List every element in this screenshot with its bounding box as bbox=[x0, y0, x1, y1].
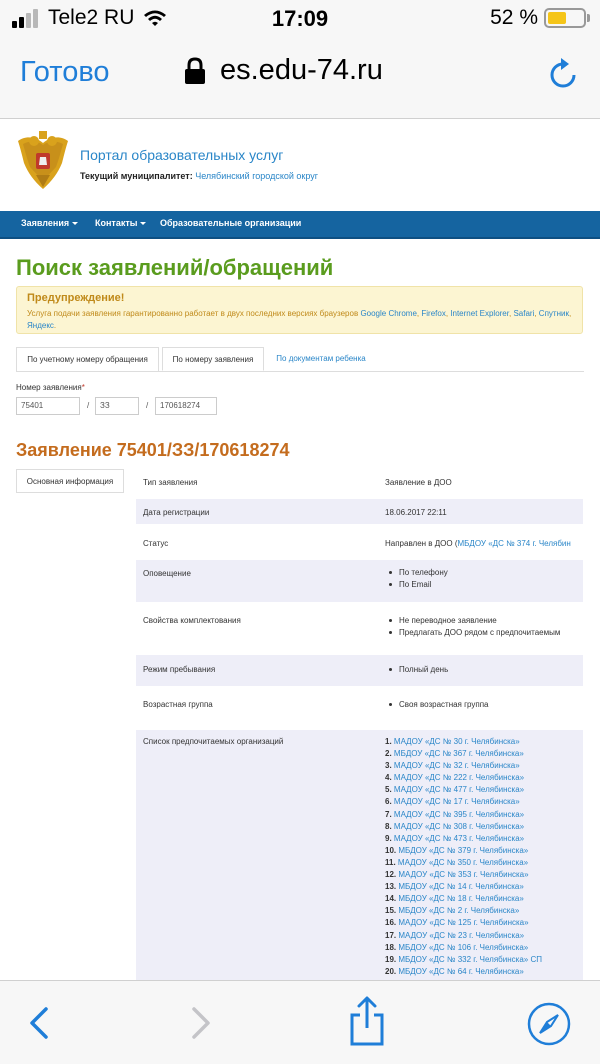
item-number: 10. bbox=[385, 845, 399, 855]
preferred-organization-item[interactable] bbox=[385, 966, 542, 978]
nav-item-label: Образовательные организации bbox=[160, 218, 302, 228]
organization-link[interactable]: МАДОУ «ДС № 395 г. Челябинска» bbox=[393, 809, 525, 819]
reload-icon[interactable] bbox=[548, 56, 580, 90]
preferred-organization-item[interactable] bbox=[385, 809, 542, 821]
browser-link-yandex[interactable]: Яндекс bbox=[27, 321, 54, 330]
tab-by-child-documents[interactable]: По документам ребенка bbox=[276, 354, 366, 363]
list-item: По телефону bbox=[385, 567, 448, 579]
preferred-organization-item[interactable] bbox=[385, 954, 542, 966]
item-number: 2. bbox=[385, 749, 394, 759]
browser-link-sputnik[interactable]: Спутник bbox=[538, 309, 569, 318]
browser-link-chrome[interactable]: Google Chrome bbox=[360, 309, 417, 318]
status-bar bbox=[0, 0, 600, 36]
preferred-organization-item[interactable] bbox=[385, 869, 542, 881]
browser-address-bar bbox=[0, 36, 600, 119]
page-title: Поиск заявлений/обращений bbox=[16, 255, 334, 280]
preferred-organization-item[interactable] bbox=[385, 760, 542, 772]
browser-warning-alert bbox=[16, 286, 583, 334]
battery-tip bbox=[587, 14, 590, 22]
battery-icon bbox=[544, 8, 586, 28]
row-stay-mode bbox=[136, 655, 583, 686]
organization-link[interactable]: МБДОУ «ДС № 14 г. Челябинска» bbox=[398, 882, 524, 892]
application-number-label bbox=[16, 383, 85, 392]
preferred-organization-item[interactable] bbox=[385, 784, 542, 796]
organization-link[interactable]: МАДОУ «ДС № 30 г. Челябинска» bbox=[393, 737, 520, 746]
row-status bbox=[136, 529, 583, 557]
row-label: Режим пребывания bbox=[143, 665, 216, 674]
clock: 17:09 bbox=[271, 6, 329, 31]
preferred-organization-item[interactable] bbox=[385, 748, 542, 760]
coat-of-arms-logo bbox=[14, 129, 72, 193]
row-value bbox=[385, 539, 571, 548]
list-item: По Email bbox=[385, 579, 448, 591]
application-number-part2-input[interactable] bbox=[95, 397, 139, 415]
organization-link[interactable]: МБДОУ «ДС № 18 г. Челябинска» bbox=[398, 894, 524, 904]
row-value bbox=[385, 664, 448, 676]
list-item: Полный день bbox=[385, 664, 448, 676]
search-tabs bbox=[16, 347, 584, 372]
municipality-line bbox=[80, 171, 318, 181]
alert-message: Услуга подачи заявления гарантированно работает в двух последних версиях браузеров bbox=[27, 309, 359, 318]
row-label: Статус bbox=[143, 539, 169, 548]
battery-percent: 52 % bbox=[490, 6, 538, 29]
caret-down-icon bbox=[140, 222, 146, 225]
browser-link-ie[interactable]: Internet Explorer bbox=[450, 309, 509, 318]
organization-link[interactable]: МАДОУ «ДС № 350 г. Челябинска» bbox=[397, 857, 529, 867]
separator: / bbox=[146, 401, 149, 410]
forward-arrow-icon[interactable] bbox=[186, 1005, 214, 1041]
preferred-organization-item[interactable] bbox=[385, 905, 542, 917]
organization-link[interactable]: МАДОУ «ДС № 473 г. Челябинска» bbox=[393, 833, 525, 843]
application-title: Заявление 75401/ЗЗ/170618274 bbox=[16, 440, 290, 460]
notification-list bbox=[385, 567, 448, 591]
browser-toolbar bbox=[0, 980, 600, 1064]
url-text: es.edu-74.ru bbox=[220, 54, 383, 86]
tab-by-application-number[interactable]: По номеру заявления bbox=[162, 347, 264, 371]
list-item: Предлагать ДОО рядом с предпочитаемым bbox=[385, 627, 560, 639]
status-left bbox=[12, 6, 168, 30]
nav-item-contacts[interactable] bbox=[95, 218, 146, 228]
organization-link[interactable]: МБДОУ «ДС № 2 г. Челябинска» bbox=[398, 906, 520, 916]
separator: / bbox=[87, 401, 90, 410]
item-number: 20. bbox=[385, 966, 399, 976]
preferred-organizations-list bbox=[385, 736, 542, 978]
row-value: Заявление в ДОО bbox=[385, 478, 452, 487]
share-icon[interactable] bbox=[348, 995, 386, 1047]
preferred-organization-item[interactable] bbox=[385, 942, 542, 954]
signal-strength-icon bbox=[12, 8, 40, 28]
organization-link[interactable]: МБДОУ «ДС № 367 г. Челябинска» bbox=[393, 749, 524, 759]
item-number: 7. bbox=[385, 809, 394, 819]
nav-item-label: Заявления bbox=[21, 218, 70, 228]
item-number: 11. bbox=[385, 857, 398, 867]
row-registration-date bbox=[136, 499, 583, 524]
row-properties bbox=[136, 606, 583, 650]
item-number: 17. bbox=[385, 930, 399, 940]
back-arrow-icon[interactable] bbox=[26, 1005, 54, 1041]
item-number: 18. bbox=[385, 942, 399, 952]
item-number: 13. bbox=[385, 882, 399, 892]
age-group-list bbox=[385, 699, 489, 711]
site-header bbox=[0, 119, 600, 211]
preferred-organization-item[interactable] bbox=[385, 857, 542, 869]
item-number: 19. bbox=[385, 954, 399, 964]
caret-down-icon bbox=[72, 222, 78, 225]
organization-link[interactable]: МБДОУ «ДС № 332 г. Челябинска» СП bbox=[398, 954, 542, 964]
label-text: Номер заявления bbox=[16, 383, 82, 392]
preferred-organization-item[interactable] bbox=[385, 772, 542, 784]
row-value bbox=[385, 567, 448, 591]
browser-link-safari[interactable]: Safari bbox=[513, 309, 535, 318]
browser-link-firefox[interactable]: Firefox bbox=[421, 309, 446, 318]
status-organization-link[interactable]: МБДОУ «ДС № 374 г. Челябин bbox=[457, 539, 571, 548]
municipality-link[interactable]: Челябинский городской округ bbox=[195, 171, 319, 181]
organization-link[interactable]: МАДОУ «ДС № 477 г. Челябинска» bbox=[393, 785, 525, 795]
row-notification bbox=[136, 560, 583, 602]
row-application-type bbox=[136, 469, 583, 495]
alert-title: Предупреждение! bbox=[27, 292, 125, 304]
mode-list bbox=[385, 664, 448, 676]
item-number: 4. bbox=[385, 773, 394, 783]
status-text: Направлен в ДОО ( bbox=[385, 539, 458, 548]
nav-item-applications[interactable] bbox=[21, 218, 78, 228]
item-number: 1. bbox=[385, 737, 394, 746]
row-label: Дата регистрации bbox=[143, 508, 210, 517]
organization-link[interactable]: МАДОУ «ДС № 125 г. Челябинска» bbox=[398, 918, 529, 928]
nav-item-organizations[interactable] bbox=[160, 218, 301, 228]
preferred-organization-item[interactable] bbox=[385, 845, 542, 857]
nav-item-label: Контакты bbox=[95, 218, 138, 228]
item-number: 5. bbox=[385, 785, 394, 795]
item-number: 12. bbox=[385, 870, 399, 880]
row-preferred-organizations bbox=[136, 730, 583, 982]
item-number: 15. bbox=[385, 906, 399, 916]
organization-link[interactable]: МАДОУ «ДС № 308 г. Челябинска» bbox=[393, 821, 525, 831]
organization-link[interactable]: МАДОУ «ДС № 23 г. Челябинска» bbox=[398, 930, 525, 940]
preferred-organization-item[interactable] bbox=[385, 881, 542, 893]
row-label: Тип заявления bbox=[143, 478, 198, 487]
row-label: Возрастная группа bbox=[143, 700, 213, 709]
preferred-organization-item[interactable] bbox=[385, 833, 542, 845]
alert-text: Услуга подачи заявления гарантированно работает в двух последних версиях браузеров Google Chrome, Firefox, Internet Explorer, Safari, Спутник, Яндекс. bbox=[27, 309, 572, 330]
tab-by-account-number[interactable]: По учетному номеру обращения bbox=[16, 347, 159, 371]
item-number: 6. bbox=[385, 797, 394, 807]
item-number: 3. bbox=[385, 761, 394, 771]
row-label: Список предпочитаемых организаций bbox=[143, 737, 284, 746]
preferred-organization-item[interactable] bbox=[385, 796, 542, 808]
list-item: Не переводное заявление bbox=[385, 615, 560, 627]
properties-list bbox=[385, 615, 560, 639]
application-number-part3-input[interactable] bbox=[155, 397, 217, 415]
preferred-organization-item[interactable] bbox=[385, 736, 542, 748]
main-nav bbox=[0, 211, 600, 239]
row-label: Свойства комплектования bbox=[143, 616, 241, 625]
portal-title[interactable]: Портал образовательных услуг bbox=[80, 147, 284, 163]
item-number: 9. bbox=[385, 833, 394, 843]
row-value bbox=[385, 615, 560, 639]
preferred-organization-item[interactable] bbox=[385, 893, 542, 905]
application-number-part1-input[interactable] bbox=[16, 397, 80, 415]
required-mark: * bbox=[81, 383, 85, 392]
row-value: 18.06.2017 22:11 bbox=[385, 508, 447, 517]
list-item: Своя возрастная группа bbox=[385, 699, 489, 711]
row-value bbox=[385, 736, 542, 978]
tab-main-info[interactable]: Основная информация bbox=[16, 469, 124, 493]
battery-level bbox=[548, 12, 566, 24]
row-age-group bbox=[136, 690, 583, 726]
preferred-organization-item[interactable] bbox=[385, 930, 542, 942]
organization-link[interactable]: МБДОУ «ДС № 64 г. Челябинска» bbox=[398, 966, 524, 976]
organization-link[interactable]: МАДОУ «ДС № 222 г. Челябинска» bbox=[393, 773, 525, 783]
organization-link[interactable]: МАДОУ «ДС № 353 г. Челябинска» bbox=[398, 870, 529, 880]
preferred-organization-item[interactable] bbox=[385, 917, 542, 929]
item-number: 8. bbox=[385, 821, 394, 831]
url-field[interactable] bbox=[184, 54, 383, 87]
preferred-organization-item[interactable] bbox=[385, 821, 542, 833]
item-number: 14. bbox=[385, 894, 399, 904]
lock-icon bbox=[184, 57, 206, 85]
done-button[interactable]: Готово bbox=[20, 56, 110, 88]
organization-link[interactable]: МАДОУ «ДС № 32 г. Челябинска» bbox=[393, 761, 520, 771]
row-value bbox=[385, 699, 489, 711]
status-right bbox=[490, 6, 590, 30]
organization-link[interactable]: МБДОУ «ДС № 379 г. Челябинска» bbox=[398, 845, 529, 855]
row-label: Оповещение bbox=[143, 569, 191, 578]
organization-link[interactable]: МАДОУ «ДС № 17 г. Челябинска» bbox=[393, 797, 520, 807]
item-number: 16. bbox=[385, 918, 399, 928]
municipality-label: Текущий муниципалитет: bbox=[80, 171, 193, 181]
organization-link[interactable]: МБДОУ «ДС № 106 г. Челябинска» bbox=[398, 942, 529, 952]
wifi-icon bbox=[142, 8, 168, 28]
compass-icon[interactable] bbox=[526, 1001, 572, 1047]
carrier-name: Tele2 RU bbox=[48, 6, 135, 29]
